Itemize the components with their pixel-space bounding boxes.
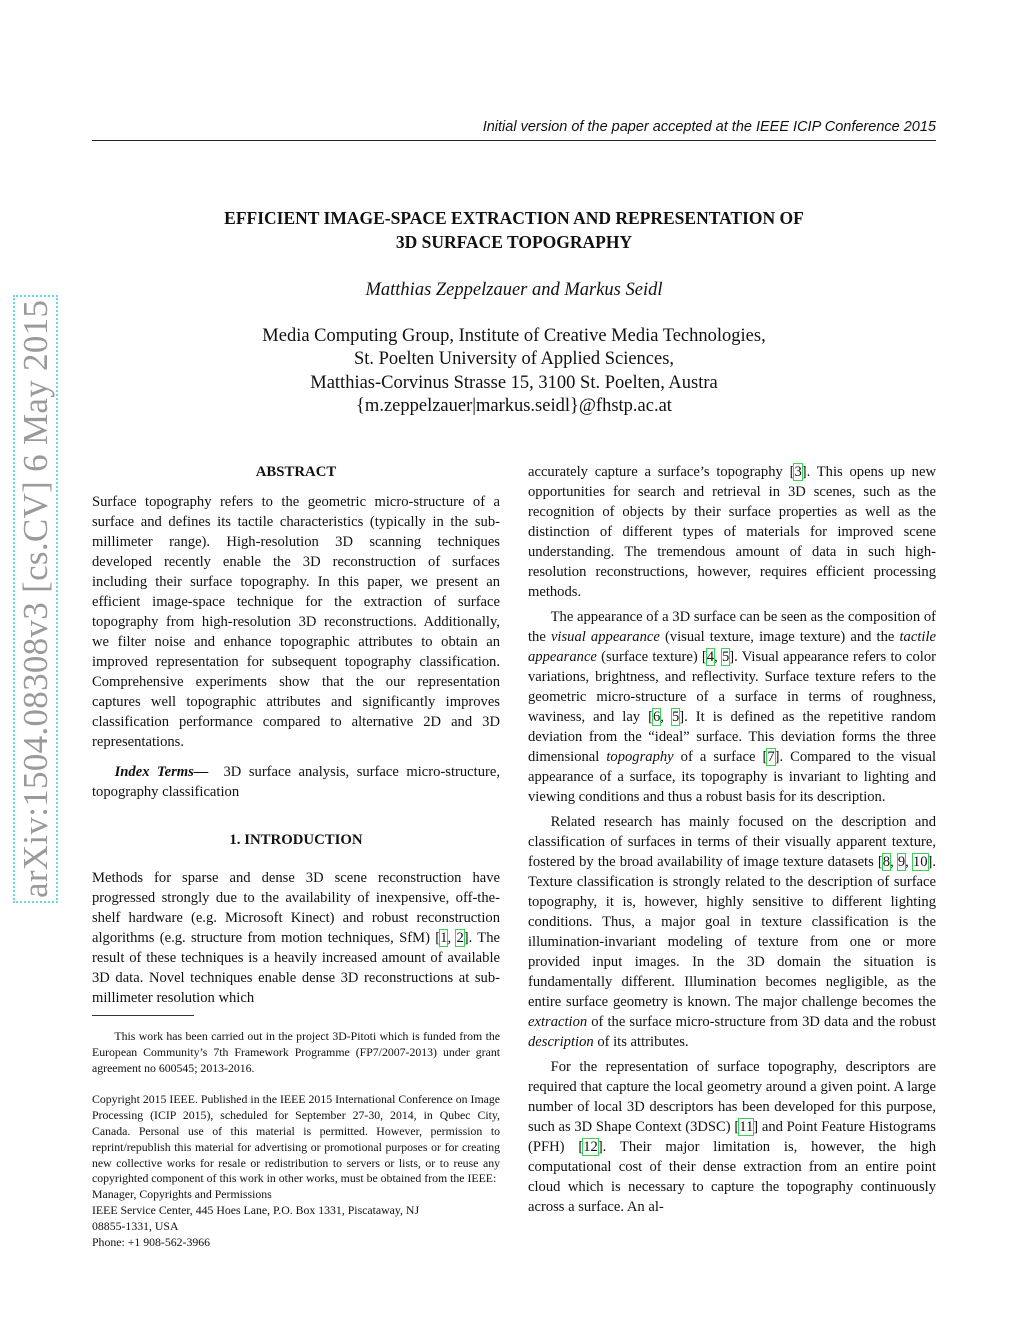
citation-link[interactable]: 1 bbox=[440, 930, 448, 946]
paper-authors: Matthias Zeppelzauer and Markus Seidl bbox=[365, 280, 663, 300]
body-paragraph: accurately capture a surface’s topography [3]. This opens up new opportunities for search and retrieval in 3D scenes, such as the recognition of objects by their surface properties as well as the distinction of different types of materials for improved scene understanding. The tremendous amount of data in such high-resolution reconstructions, however, requires efficient processing methods. bbox=[528, 464, 936, 600]
paper-title bbox=[92, 206, 936, 254]
arxiv-identifier-stamp[interactable] bbox=[16, 298, 56, 900]
author-emails: {m.zeppelzauer|markus.seidl}@fhstp.ac.at bbox=[356, 395, 672, 416]
affiliation-block bbox=[92, 325, 936, 418]
right-column bbox=[528, 462, 936, 1217]
introduction-heading: 1. INTRODUCTION bbox=[229, 832, 363, 848]
citation-link[interactable]: 5 bbox=[721, 649, 730, 665]
body-paragraph: For the representation of surface topography, descriptors are required that capture the local geometry around a given point. A large number of local 3D descriptors has been developed for this purpose, such as 3D Shape Context (3DSC) [11] and Point Feature Histograms (PFH) [12]. Their major limitation is, however, the high computational cost of their dense extraction from an entire point cloud which is necessary to capture the topography continuously across a surface. An al- bbox=[528, 1059, 936, 1215]
header-rule bbox=[92, 140, 936, 141]
citation-link[interactable]: 2 bbox=[456, 930, 464, 946]
copyright-notice bbox=[92, 1092, 500, 1250]
body-paragraph: Related research has mainly focused on the description and classification of surfaces in terms of their visually apparent texture, fostered by the broad availability of image texture datasets [8, 9, 10]. Texture classification is strongly related to the description of surface topography, it is, however, highly sensitive to different lighting conditions. Thus, a major goal in texture classification is the illumination-invariant modeling of texture from one or more provided input images. In the 3D domain the situation is fundamentally different. Illumination becomes negligible, as the entire surface geometry is known. The major challenge becomes the extraction of the surface micro-structure from 3D data and the robust description of its attributes. bbox=[528, 814, 937, 1050]
funding-footnote: This work has been carried out in the project 3D-Pitoti which is funded from the European Community’s 7th Framework Programme (FP7/2007-2013) under grant agreement no 600545; 2013-2016. bbox=[92, 1029, 500, 1075]
abstract-heading: ABSTRACT bbox=[255, 464, 337, 480]
citation-link[interactable]: 4 bbox=[706, 649, 715, 665]
footnote-rule bbox=[92, 1015, 194, 1016]
citation-link[interactable]: 10 bbox=[912, 854, 928, 870]
citation-link[interactable]: 5 bbox=[671, 709, 680, 725]
contact-line: 08855-1331, USA bbox=[92, 1218, 179, 1233]
index-terms bbox=[92, 762, 500, 802]
citation-link[interactable]: 7 bbox=[767, 749, 775, 765]
contact-line: Phone: +1 908-562-3966 bbox=[92, 1234, 211, 1249]
affiliation-line: St. Poelten University of Applied Sciences, bbox=[353, 349, 675, 370]
abstract-text: Surface topography refers to the geometric micro-structure of a surface and defines its tactile characteristics (typically in the sub-millimeter range). High-resolution 3D scanning techniques developed recently enable the 3D reconstruction of surfaces including their surface topography. In this paper, we present an efficient image-space technique for the extraction of surface topography from high-resolution 3D reconstructions. Additionally, we filter noise and enhance topographic attributes to obtain an improved representation for subsequent topography classification. Comprehensive experiments show that the our representation captures well topographic attributes and significantly improves classification performance compared to alternative 2D and 3D representations. bbox=[92, 494, 500, 750]
citation-link[interactable]: 9 bbox=[897, 854, 906, 870]
arxiv-identifier-text: arXiv:1504.08308v3 [cs.CV] 6 May 2015 bbox=[16, 299, 55, 898]
index-terms-label: Index Terms— bbox=[114, 764, 209, 780]
citation-link[interactable]: 12 bbox=[583, 1139, 598, 1155]
title-line: 3D SURFACE TOPOGRAPHY bbox=[395, 232, 633, 252]
affiliation-line: Media Computing Group, Institute of Creative Media Technologies, bbox=[262, 326, 766, 346]
introduction-paragraph: Methods for sparse and dense 3D scene reconstruction have progressed strongly due to the availability of inexpensive, off-the-shelf hardware (e.g. Microsoft Kinect) and robust reconstruction algorithms (e.g. structure from motion techniques, SfM) [1, 2]. The result of these techniques is a heavily increased amount of available 3D data. Novel techniques enable dense 3D reconstructions at sub-millimeter resolution which bbox=[92, 870, 500, 1006]
left-column bbox=[92, 462, 500, 1250]
copyright-text: Copyright 2015 IEEE. Published in the IEEE 2015 International Conference on Image Processing (ICIP 2015), scheduled for September 27-30, 2014, in Qubec City, Canada. Personal use of this material is permitted. However, permission to reprint/republish this material for advertising or promotional purposes or for creating new collective works for resale or redistribution to servers or lists, or to reuse any copyrighted component of this work in other works, must be obtained from the IEEE: bbox=[92, 1092, 500, 1186]
affiliation-line: Matthias-Corvinus Strasse 15, 3100 St. Poelten, Austra bbox=[310, 372, 718, 393]
footnote bbox=[92, 1029, 500, 1250]
body-paragraph: The appearance of a 3D surface can be seen as the composition of the visual appearance (visual texture, image texture) and the tactile appearance (surface texture) [4, 5]. Visual appearance refers to color variations, brightness, and reflectivity. Surface texture refers to the geometric micro-structure of a surface in terms of roughness, waviness, and lay [6, 5]. It is defined as the repetitive random deviation from the “ideal” surface. This deviation forms the three dimensional topography of a surface [7]. Compared to the visual appearance of a surface, its topography is invariant to lighting and viewing conditions and thus a robust basis for its description. bbox=[528, 609, 937, 805]
index-terms-text: 3D surface analysis, surface micro-structure, topography classification bbox=[92, 764, 500, 800]
citation-link[interactable]: 11 bbox=[739, 1119, 754, 1135]
title-line: EFFICIENT IMAGE-SPACE EXTRACTION AND REPRESENTATION OF bbox=[224, 208, 804, 228]
contact-line: IEEE Service Center, 445 Hoes Lane, P.O. Box 1331, Piscataway, NJ bbox=[92, 1202, 420, 1217]
running-head: Initial version of the paper accepted at the IEEE ICIP Conference 2015 bbox=[482, 119, 936, 135]
contact-line: Manager, Copyrights and Permissions bbox=[92, 1187, 272, 1202]
citation-link[interactable]: 3 bbox=[794, 464, 802, 480]
citation-link[interactable]: 8 bbox=[882, 854, 891, 870]
citation-link[interactable]: 6 bbox=[652, 709, 661, 725]
